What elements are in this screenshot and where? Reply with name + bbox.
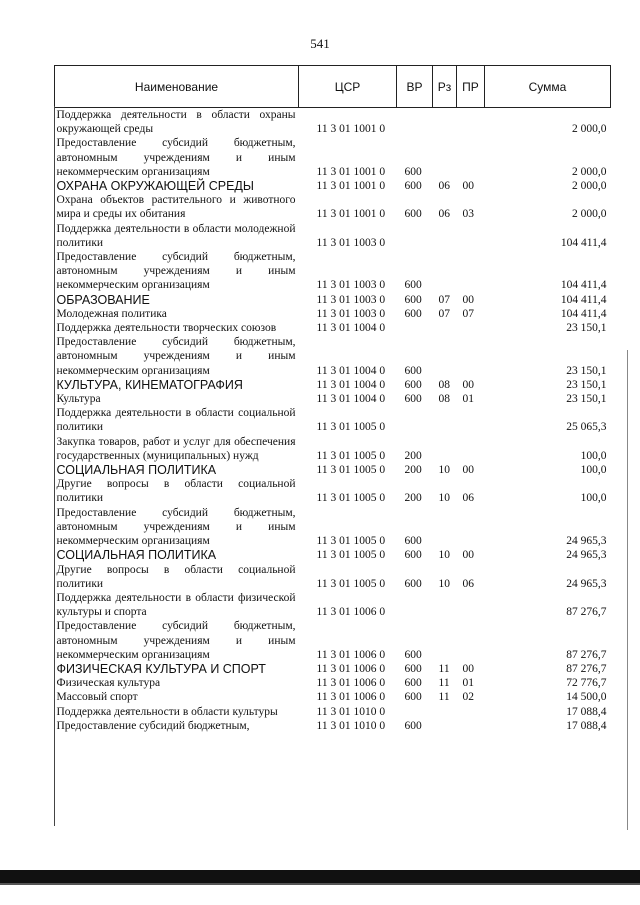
table-row <box>55 705 611 719</box>
cell-vr: 600 <box>404 307 422 320</box>
cell-sum: 24 965,3 <box>566 549 607 562</box>
cell-name: Поддержка деятельности в области социальной политики <box>56 407 296 434</box>
cell-name: Предоставление субсидий бюджетным, <box>56 719 250 732</box>
cell-name: Поддержка деятельности творческих союзов <box>56 322 277 335</box>
cell-vr <box>397 705 433 719</box>
cell-pr: 00 <box>462 378 474 391</box>
cell-vr: 600 <box>404 719 422 732</box>
cell-csr: 11 3 01 1001 0 <box>316 208 386 221</box>
cell-name: ОХРАНА ОКРУЖАЮЩЕЙ СРЕДЫ <box>56 179 254 194</box>
cell-rz <box>433 719 457 733</box>
cell-sum: 104 411,4 <box>560 236 607 249</box>
cell-csr: 11 3 01 1004 0 <box>316 364 386 377</box>
cell-sum: 104 411,4 <box>560 293 607 306</box>
table-row <box>55 477 611 505</box>
cell-name: Молодежная политика <box>56 307 167 320</box>
cell-csr: 11 3 01 1003 0 <box>316 236 386 249</box>
cell-pr: 00 <box>462 549 474 562</box>
cell-vr: 600 <box>404 577 422 590</box>
cell-name: Культура <box>56 393 101 406</box>
cell-rz: 07 <box>438 307 450 320</box>
cell-sum: 87 276,7 <box>566 648 607 661</box>
page-number: 541 <box>310 36 330 51</box>
cell-rz <box>433 108 457 137</box>
cell-sum: 87 276,7 <box>566 662 607 675</box>
cell-pr <box>457 136 485 179</box>
cell-rz: 07 <box>438 293 450 306</box>
cell-sum: 100,0 <box>580 492 607 505</box>
cell-csr: 11 3 01 1001 0 <box>316 180 386 193</box>
cell-sum: 17 088,4 <box>566 719 607 732</box>
cell-pr: 00 <box>462 464 474 477</box>
cell-name: Другие вопросы в области социальной политики <box>56 563 296 590</box>
cell-csr: 11 3 01 1003 0 <box>316 279 386 292</box>
cell-sum: 100,0 <box>580 449 607 462</box>
cell-name: Массовый спорт <box>56 691 138 704</box>
cell-sum: 104 411,4 <box>560 307 607 320</box>
cell-sum: 25 065,3 <box>566 421 607 434</box>
cell-name: КУЛЬТУРА, КИНЕМАТОГРАФИЯ <box>56 377 243 392</box>
cell-pr <box>457 719 485 733</box>
cell-sum: 24 965,3 <box>566 577 607 590</box>
table-row <box>55 136 611 179</box>
cell-rz <box>433 222 457 250</box>
cell-vr: 600 <box>404 364 422 377</box>
cell-rz: 08 <box>438 393 450 406</box>
cell-csr: 11 3 01 1006 0 <box>316 662 386 675</box>
cell-pr <box>457 435 485 463</box>
cell-name: Охрана объектов растительного и животного мира и среды их обитания <box>56 194 296 221</box>
cell-rz: 10 <box>438 464 450 477</box>
cell-sum: 87 276,7 <box>566 606 607 619</box>
cell-pr: 02 <box>462 691 474 704</box>
cell-csr: 11 3 01 1005 0 <box>316 535 386 548</box>
cell-name: Другие вопросы в области социальной политики <box>56 478 296 505</box>
table-row <box>55 619 611 662</box>
cell-vr <box>397 108 433 137</box>
cell-vr: 200 <box>404 449 422 462</box>
cell-rz: 10 <box>438 492 450 505</box>
header-csr: ЦСР <box>299 66 397 108</box>
cell-vr <box>397 321 433 335</box>
cell-vr: 600 <box>404 393 422 406</box>
cell-csr: 11 3 01 1004 0 <box>316 378 386 391</box>
cell-sum: 24 965,3 <box>566 535 607 548</box>
cell-rz <box>433 321 457 335</box>
table-row <box>55 321 611 335</box>
cell-name: Закупка товаров, работ и услуг для обеспечения государственных (муниципальных) нужд <box>56 435 296 462</box>
cell-pr <box>457 506 485 549</box>
header-rz: Рз <box>433 66 457 108</box>
cell-rz <box>433 619 457 662</box>
cell-csr: 11 3 01 1006 0 <box>316 677 386 690</box>
header-vr: ВР <box>397 66 433 108</box>
cell-rz: 06 <box>438 180 450 193</box>
scan-edge-line <box>627 350 628 830</box>
cell-vr: 600 <box>404 662 422 675</box>
table-row <box>55 406 611 434</box>
table-row <box>55 591 611 619</box>
cell-pr <box>457 108 485 137</box>
cell-vr: 600 <box>404 549 422 562</box>
cell-sum: 104 411,4 <box>560 279 607 292</box>
cell-sum: 2 000,0 <box>572 180 607 193</box>
cell-csr: 11 3 01 1004 0 <box>316 322 386 335</box>
cell-pr <box>457 335 485 378</box>
cell-vr: 200 <box>404 492 422 505</box>
cell-vr: 600 <box>404 180 422 193</box>
cell-name: Поддержка деятельности в области молодежной политики <box>56 222 296 249</box>
cell-vr: 600 <box>404 279 422 292</box>
cell-csr: 11 3 01 1003 0 <box>316 293 386 306</box>
cell-vr: 200 <box>404 464 422 477</box>
cell-csr: 11 3 01 1005 0 <box>316 492 386 505</box>
table-row <box>55 463 611 477</box>
cell-rz: 10 <box>438 577 450 590</box>
header-sum: Сумма <box>485 66 611 108</box>
cell-sum: 100,0 <box>580 464 607 477</box>
header-name: Наименование <box>55 66 299 108</box>
cell-rz <box>433 705 457 719</box>
cell-sum: 17 088,4 <box>566 705 607 718</box>
cell-vr: 600 <box>404 677 422 690</box>
cell-csr: 11 3 01 1006 0 <box>316 606 386 619</box>
table-row <box>55 435 611 463</box>
cell-name: Поддержка деятельности в области физической культуры и спорта <box>56 591 296 619</box>
cell-csr: 11 3 01 1005 0 <box>316 421 386 434</box>
cell-name: Предоставление субсидий бюджетным, автономным учреждениям и иным некоммерческим организациям <box>56 137 296 178</box>
budget-table <box>54 65 611 733</box>
cell-sum: 23 150,1 <box>566 393 607 406</box>
cell-csr: 11 3 01 1005 0 <box>316 464 386 477</box>
cell-csr: 11 3 01 1010 0 <box>316 719 386 732</box>
cell-sum: 14 500,0 <box>566 691 607 704</box>
cell-pr: 01 <box>462 677 474 690</box>
cell-pr: 00 <box>462 662 474 675</box>
cell-csr: 11 3 01 1005 0 <box>316 449 386 462</box>
cell-vr <box>397 222 433 250</box>
table-row <box>55 719 611 733</box>
table-row <box>55 378 611 392</box>
table-row <box>55 548 611 562</box>
cell-sum: 72 776,7 <box>566 677 607 690</box>
table-header-row <box>55 66 611 108</box>
cell-sum: 23 150,1 <box>566 322 607 335</box>
cell-vr: 600 <box>404 648 422 661</box>
cell-name: Поддержка деятельности в области охраны окружающей среды <box>56 109 296 136</box>
cell-pr: 03 <box>462 208 474 221</box>
cell-rz: 11 <box>438 691 450 704</box>
cell-rz <box>433 591 457 619</box>
cell-csr: 11 3 01 1006 0 <box>316 691 386 704</box>
cell-rz <box>433 136 457 179</box>
cell-name: Предоставление субсидий бюджетным, автономным учреждениям и иным некоммерческим организациям <box>56 336 296 377</box>
cell-vr <box>397 591 433 619</box>
cell-pr <box>457 591 485 619</box>
table-row <box>55 392 611 406</box>
scan-bottom-line <box>0 883 640 885</box>
cell-sum: 23 150,1 <box>566 378 607 391</box>
cell-rz: 06 <box>438 208 450 221</box>
cell-pr <box>457 619 485 662</box>
cell-pr: 06 <box>462 577 474 590</box>
cell-name: СОЦИАЛЬНАЯ ПОЛИТИКА <box>56 463 217 478</box>
cell-csr: 11 3 01 1004 0 <box>316 393 386 406</box>
table-row <box>55 293 611 307</box>
cell-rz: 11 <box>438 662 450 675</box>
scan-bottom-bar <box>0 870 640 883</box>
table-row <box>55 222 611 250</box>
table-row <box>55 307 611 321</box>
table-row <box>55 690 611 704</box>
header-pr: ПР <box>457 66 485 108</box>
cell-pr <box>457 250 485 293</box>
cell-name: СОЦИАЛЬНАЯ ПОЛИТИКА <box>56 548 217 563</box>
cell-csr: 11 3 01 1001 0 <box>316 165 386 178</box>
cell-vr: 600 <box>404 293 422 306</box>
table-row <box>55 335 611 378</box>
cell-csr: 11 3 01 1006 0 <box>316 648 386 661</box>
cell-csr: 11 3 01 1005 0 <box>316 549 386 562</box>
table-row <box>55 676 611 690</box>
cell-name: Физическая культура <box>56 677 161 690</box>
cell-rz <box>433 435 457 463</box>
cell-csr: 11 3 01 1001 0 <box>316 123 386 136</box>
cell-sum: 2 000,0 <box>572 123 607 136</box>
cell-rz: 11 <box>438 677 450 690</box>
cell-pr <box>457 321 485 335</box>
cell-csr: 11 3 01 1003 0 <box>316 307 386 320</box>
cell-pr: 07 <box>462 307 474 320</box>
left-border-line <box>54 106 55 826</box>
cell-name: Предоставление субсидий бюджетным, автономным учреждениям и иным некоммерческим организациям <box>56 251 296 292</box>
cell-pr <box>457 406 485 434</box>
table-row <box>55 506 611 549</box>
cell-name: Предоставление субсидий бюджетным, автономным учреждениям и иным некоммерческим организациям <box>56 506 296 548</box>
cell-rz: 10 <box>438 549 450 562</box>
cell-pr: 00 <box>462 180 474 193</box>
cell-sum: 23 150,1 <box>566 364 607 377</box>
cell-name: ОБРАЗОВАНИЕ <box>56 292 150 307</box>
cell-sum: 2 000,0 <box>572 165 607 178</box>
table-row <box>55 250 611 293</box>
cell-csr: 11 3 01 1010 0 <box>316 705 386 718</box>
table-row <box>55 563 611 591</box>
cell-csr: 11 3 01 1005 0 <box>316 577 386 590</box>
cell-pr: 06 <box>462 492 474 505</box>
cell-vr: 600 <box>404 691 422 704</box>
cell-rz <box>433 406 457 434</box>
cell-rz: 08 <box>438 378 450 391</box>
cell-sum: 2 000,0 <box>572 208 607 221</box>
cell-vr: 600 <box>404 165 422 178</box>
cell-vr: 600 <box>404 535 422 548</box>
table-row <box>55 108 611 137</box>
cell-name: Поддержка деятельности в области культуры <box>56 705 278 718</box>
table-row <box>55 193 611 221</box>
cell-pr: 01 <box>462 393 474 406</box>
cell-pr <box>457 222 485 250</box>
cell-vr <box>397 406 433 434</box>
table-row <box>55 662 611 676</box>
cell-name: ФИЗИЧЕСКАЯ КУЛЬТУРА И СПОРТ <box>56 661 266 676</box>
cell-pr: 00 <box>462 293 474 306</box>
cell-pr <box>457 705 485 719</box>
cell-vr: 600 <box>404 208 422 221</box>
cell-rz <box>433 506 457 549</box>
cell-vr: 600 <box>404 378 422 391</box>
table-row <box>55 179 611 193</box>
cell-rz <box>433 250 457 293</box>
cell-name: Предоставление субсидий бюджетным, автономным учреждениям и иным некоммерческим организациям <box>56 620 296 661</box>
cell-rz <box>433 335 457 378</box>
